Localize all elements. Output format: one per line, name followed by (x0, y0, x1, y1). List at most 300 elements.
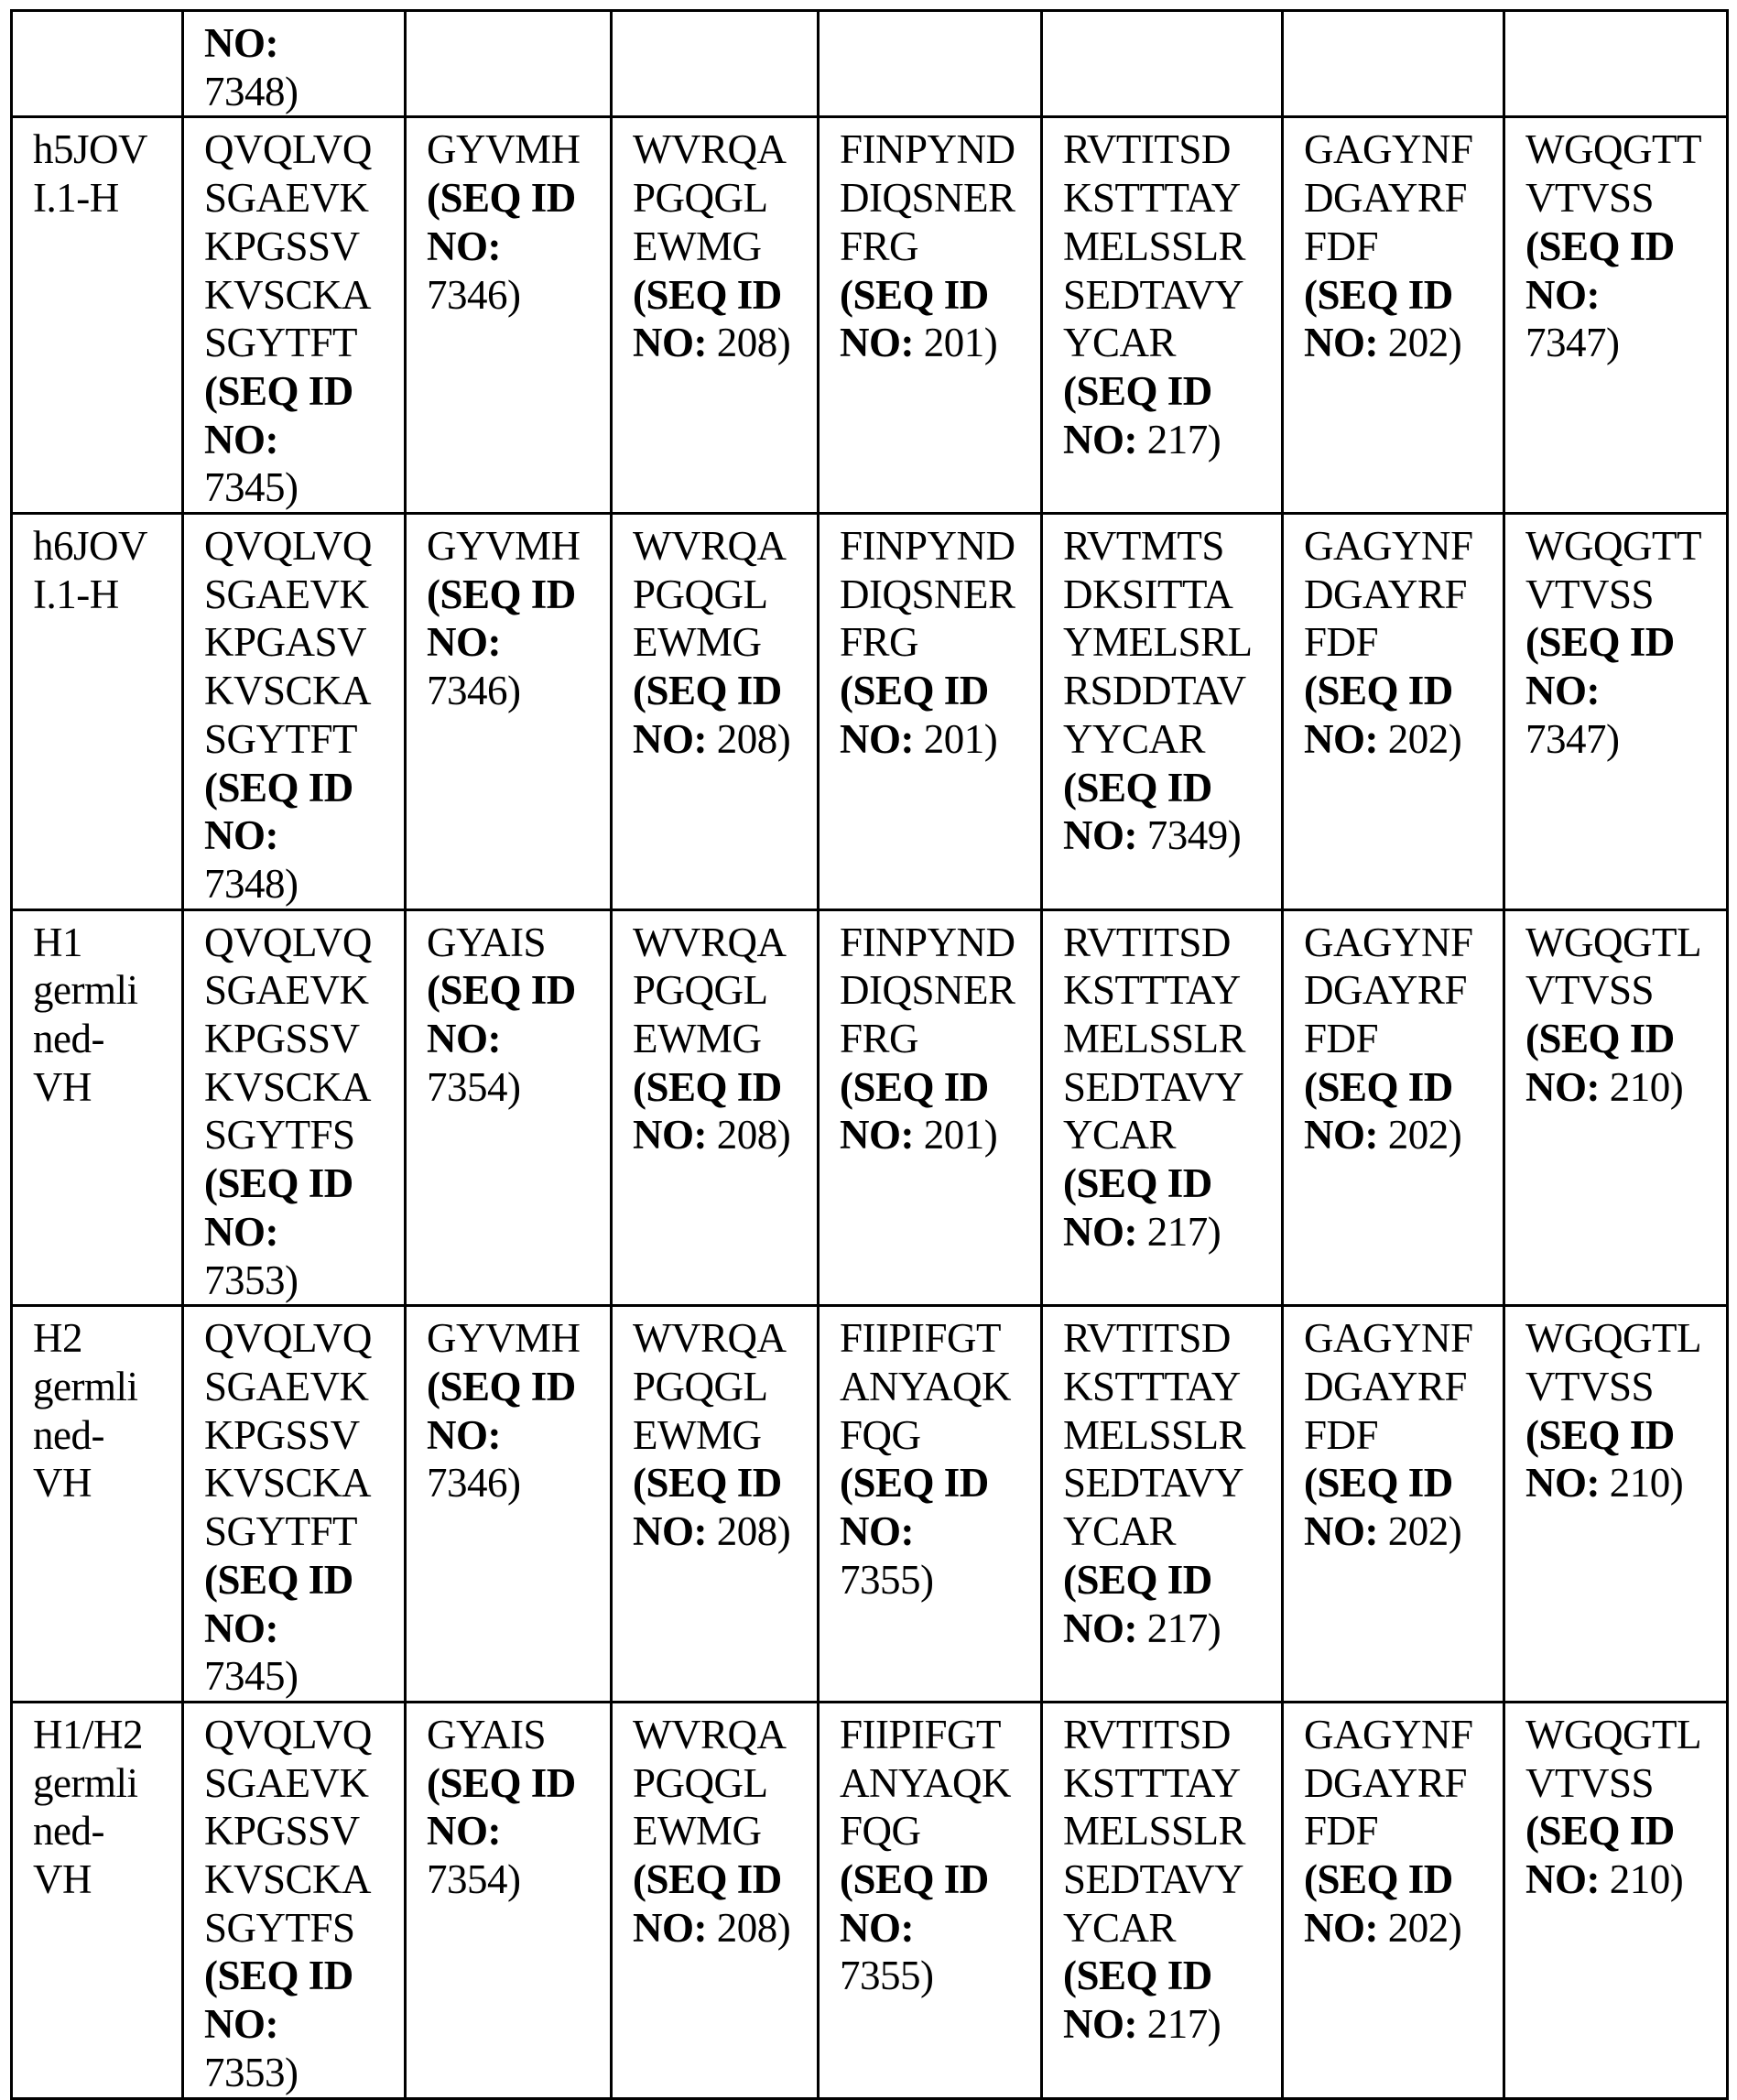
seq-id-number: 202 (1388, 1508, 1449, 1554)
seq-id-no: NO: (1304, 320, 1378, 365)
seq-id-label: (SEQ ID (1304, 668, 1453, 713)
seq-id-no-line: NO: 201) (840, 715, 1037, 764)
sequence-line: FINPYND (840, 919, 1037, 967)
seq-id-label: (SEQ ID (1063, 1953, 1212, 1998)
seq-id-number: 202 (1388, 1905, 1449, 1951)
sequence-line: KPGASV (204, 618, 400, 667)
seq-id-number: 202 (1388, 1112, 1449, 1158)
seq-id-open (840, 271, 1037, 320)
sequence-cell (406, 909, 612, 1306)
seq-id-no-line (204, 1208, 400, 1257)
sequence-cell (1283, 909, 1504, 1306)
seq-id-number-line: 7347) (1525, 319, 1722, 367)
seq-id-number: 7347 (1525, 320, 1606, 365)
seq-id-number-line: 7345) (204, 1652, 400, 1701)
sequence-line: YCAR (1063, 1111, 1277, 1159)
seq-id-no: NO: (204, 417, 278, 462)
seq-id-label: (SEQ ID (427, 1760, 576, 1806)
seq-id-no-line: NO: 217) (1063, 2000, 1277, 2049)
sequence-line: RVTITSD (1063, 919, 1277, 967)
seq-id-number-line: 7348) (204, 860, 400, 909)
table-row (12, 1702, 1728, 2098)
seq-id-no-line (427, 618, 606, 667)
seq-id-open (1304, 1855, 1499, 1904)
seq-id-no-line (204, 2000, 400, 2049)
seq-id-no-line: NO: 208) (633, 1507, 813, 1556)
sequence-line: GAGYNF (1304, 1314, 1499, 1363)
seq-id-number: 7353 (204, 2050, 285, 2095)
seq-id-no-line (204, 1605, 400, 1653)
seq-id-no-line (427, 1015, 606, 1063)
sequence-cell (1042, 117, 1283, 514)
seq-id-open (427, 966, 606, 1015)
sequence-line: WVRQA (633, 1314, 813, 1363)
sequence-line: YYCAR (1063, 715, 1277, 764)
seq-id-no-line (427, 1411, 606, 1460)
sequence-line: WVRQA (633, 125, 813, 174)
sequence-line: VTVSS (1525, 1363, 1722, 1411)
seq-id-no: NO: (1525, 668, 1600, 713)
sequence-line: GAGYNF (1304, 125, 1499, 174)
seq-id-number: 7348 (204, 69, 285, 114)
sequence-cell (612, 909, 819, 1306)
row-label-line: germli (33, 966, 178, 1015)
row-label-line: H1/H2 (33, 1711, 178, 1759)
sequence-line: QVQLVQ (204, 125, 400, 174)
seq-id-no-line: NO: 201) (840, 1111, 1037, 1159)
seq-id-label: (SEQ ID (1063, 1160, 1212, 1206)
sequence-line: YCAR (1063, 1507, 1277, 1556)
sequence-line: VTVSS (1525, 571, 1722, 619)
seq-id-no-line (1525, 271, 1722, 320)
row-label-line: VH (33, 1063, 178, 1112)
sequence-cell (612, 514, 819, 910)
seq-id-label: (SEQ ID (1525, 223, 1675, 269)
sequence-line: MELSSLR (1063, 1411, 1277, 1460)
sequence-line: QVQLVQ (204, 1711, 400, 1759)
seq-id-no: NO: (1063, 417, 1137, 462)
sequence-cell (406, 1702, 612, 2098)
sequence-cell (1042, 1702, 1283, 2098)
seq-id-no-line: NO: 217) (1063, 1605, 1277, 1653)
sequence-line: GAGYNF (1304, 1711, 1499, 1759)
sequence-line: DKSITTA (1063, 571, 1277, 619)
seq-id-no-line (427, 1807, 606, 1855)
sequence-cell (1283, 1702, 1504, 2098)
sequence-line: DGAYRF (1304, 966, 1499, 1015)
sequence-line: GAGYNF (1304, 522, 1499, 571)
seq-id-open (840, 1063, 1037, 1112)
seq-id-open (633, 1459, 813, 1507)
seq-id-no-line (840, 1904, 1037, 1953)
sequence-cell (819, 514, 1042, 910)
seq-id-open (204, 1556, 400, 1605)
seq-id-label: (SEQ ID (633, 272, 782, 318)
seq-id-open (427, 174, 606, 223)
sequence-line: DGAYRF (1304, 174, 1499, 223)
seq-id-open (204, 367, 400, 416)
seq-id-label: (SEQ ID (1304, 272, 1453, 318)
seq-id-number: 7354 (427, 1064, 507, 1110)
sequence-line: SGYTFT (204, 319, 400, 367)
sequence-line: KPGSSV (204, 1807, 400, 1855)
seq-id-label: (SEQ ID (633, 1856, 782, 1902)
table-row (12, 1306, 1728, 1703)
seq-id-open (1304, 1459, 1499, 1507)
seq-id-open (1525, 1807, 1722, 1855)
seq-id-label: (SEQ ID (427, 175, 576, 221)
seq-id-open (1304, 1063, 1499, 1112)
sequence-line: EWMG (633, 223, 813, 271)
row-label-line: I.1-H (33, 174, 178, 223)
seq-id-number-line: 7355) (840, 1952, 1037, 2000)
seq-id-no: NO: (1063, 2001, 1137, 2047)
sequence-line: WGQGTT (1525, 125, 1722, 174)
row-label-line: h6JOV (33, 522, 178, 571)
sequence-table (10, 9, 1729, 2100)
seq-id-no: NO: (427, 1016, 501, 1061)
seq-id-number: 7355 (840, 1953, 920, 1998)
seq-id-open (633, 271, 813, 320)
sequence-line: FIIPIFGT (840, 1314, 1037, 1363)
seq-id-number: 7345 (204, 1653, 285, 1699)
sequence-line: VTVSS (1525, 1759, 1722, 1808)
seq-id-open (204, 764, 400, 812)
seq-id-number: 7349 (1147, 812, 1228, 858)
row-label-cell (12, 11, 183, 117)
sequence-line: WGQGTL (1525, 1711, 1722, 1759)
seq-id-number: 217 (1147, 2001, 1208, 2047)
sequence-cell (612, 11, 819, 117)
sequence-cell (1283, 117, 1504, 514)
seq-id-number: 208 (717, 716, 777, 762)
row-label-line: H2 (33, 1314, 178, 1363)
seq-id-label: (SEQ ID (204, 765, 353, 811)
seq-id-no-line: NO: 217) (1063, 1208, 1277, 1257)
seq-id-no-line: NO: 202) (1304, 1507, 1499, 1556)
sequence-cell (1042, 514, 1283, 910)
seq-id-open (427, 1363, 606, 1411)
seq-id-no-line: NO: 210) (1525, 1855, 1722, 1904)
sequence-line: DIQSNER (840, 966, 1037, 1015)
seq-id-no: NO: (633, 1112, 707, 1158)
seq-id-open (1063, 367, 1277, 416)
sequence-line: FQG (840, 1411, 1037, 1460)
sequence-line: KSTTTAY (1063, 966, 1277, 1015)
sequence-line: SGAEVK (204, 571, 400, 619)
sequence-cell (1042, 1306, 1283, 1703)
sequence-line: SGYTFS (204, 1111, 400, 1159)
row-label-cell (12, 909, 183, 1306)
seq-id-no: NO: (427, 1808, 501, 1854)
row-label-cell (12, 1306, 183, 1703)
sequence-line: SGYTFS (204, 1904, 400, 1953)
sequence-line: RVTITSD (1063, 1711, 1277, 1759)
sequence-cell (1504, 514, 1728, 910)
sequence-line: DGAYRF (1304, 571, 1499, 619)
sequence-cell (612, 1702, 819, 2098)
sequence-line: FIIPIFGT (840, 1711, 1037, 1759)
sequence-cell (612, 1306, 819, 1703)
seq-id-no: NO: (1063, 1605, 1137, 1651)
sequence-line: MELSSLR (1063, 223, 1277, 271)
seq-id-open (1525, 1015, 1722, 1063)
sequence-cell (1042, 11, 1283, 117)
sequence-line: WGQGTL (1525, 919, 1722, 967)
seq-id-number-line: 7354) (427, 1855, 606, 1904)
seq-id-no: NO: (1525, 1856, 1600, 1902)
sequence-line: SEDTAVY (1063, 1063, 1277, 1112)
seq-id-open (633, 1063, 813, 1112)
seq-id-number: 217 (1147, 417, 1208, 462)
seq-id-number: 201 (924, 716, 984, 762)
seq-id-no-line: NO: 202) (1304, 1904, 1499, 1953)
seq-id-no-line (840, 1507, 1037, 1556)
sequence-line: MELSSLR (1063, 1015, 1277, 1063)
table-row (12, 909, 1728, 1306)
sequence-cell (819, 11, 1042, 117)
sequence-line: KPGSSV (204, 1411, 400, 1460)
sequence-line: PGQGL (633, 174, 813, 223)
sequence-line: FDF (1304, 223, 1499, 271)
seq-id-label: (SEQ ID (1063, 765, 1212, 811)
seq-id-number: 7353 (204, 1257, 285, 1303)
sequence-line: FINPYND (840, 522, 1037, 571)
seq-id-no: NO: (204, 20, 278, 66)
seq-id-label: (SEQ ID (1525, 1412, 1675, 1458)
sequence-cell (1283, 1306, 1504, 1703)
sequence-cell (183, 1702, 406, 2098)
seq-id-number: 7345 (204, 464, 285, 510)
seq-id-number-line: 7354) (427, 1063, 606, 1112)
seq-id-label: (SEQ ID (1063, 1557, 1212, 1603)
seq-id-label: (SEQ ID (427, 967, 576, 1013)
sequence-cell (1504, 909, 1728, 1306)
seq-id-label: (SEQ ID (204, 1160, 353, 1206)
seq-id-no-line: NO: 210) (1525, 1063, 1722, 1112)
seq-id-open (204, 1159, 400, 1208)
sequence-line: WVRQA (633, 522, 813, 571)
sequence-line: SGAEVK (204, 174, 400, 223)
sequence-line: KSTTTAY (1063, 1759, 1277, 1808)
sequence-cell (1504, 117, 1728, 514)
sequence-line: FDF (1304, 1807, 1499, 1855)
sequence-line: VTVSS (1525, 966, 1722, 1015)
sequence-line: DGAYRF (1304, 1363, 1499, 1411)
sequence-cell (183, 909, 406, 1306)
sequence-line: WGQGTL (1525, 1314, 1722, 1363)
seq-id-no: NO: (204, 1605, 278, 1651)
sequence-line: EWMG (633, 1807, 813, 1855)
seq-id-open (427, 571, 606, 619)
sequence-line: YMELSRL (1063, 618, 1277, 667)
seq-id-label: (SEQ ID (427, 1364, 576, 1409)
seq-id-number: 7348 (204, 861, 285, 907)
seq-id-no: NO: (204, 812, 278, 858)
seq-id-number-line: 7346) (427, 271, 606, 320)
seq-id-no: NO: (1304, 716, 1378, 762)
sequence-cell (819, 1306, 1042, 1703)
seq-id-no-line: NO: 208) (633, 715, 813, 764)
seq-id-open (1063, 1159, 1277, 1208)
seq-id-label: (SEQ ID (840, 1460, 989, 1506)
sequence-line: RSDDTAV (1063, 667, 1277, 715)
sequence-cell (183, 514, 406, 910)
seq-id-number-line: 7346) (427, 1459, 606, 1507)
seq-id-number-line: 7353) (204, 2049, 400, 2097)
sequence-line: PGQGL (633, 966, 813, 1015)
seq-id-no: NO: (204, 1209, 278, 1255)
seq-id-number: 201 (924, 1112, 984, 1158)
row-label-cell (12, 1702, 183, 2098)
seq-id-label: (SEQ ID (204, 368, 353, 414)
seq-id-no: NO: (1063, 1209, 1137, 1255)
sequence-cell (819, 1702, 1042, 2098)
sequence-line: KVSCKA (204, 1855, 400, 1904)
seq-id-label: (SEQ ID (204, 1953, 353, 1998)
row-label-cell (12, 514, 183, 910)
seq-id-number: 7346 (427, 1460, 507, 1506)
seq-id-no: NO: (840, 1112, 914, 1158)
sequence-line: GYAIS (427, 1711, 606, 1759)
seq-id-no-line: NO: 202) (1304, 1111, 1499, 1159)
seq-id-no: NO: (427, 619, 501, 665)
sequence-line: FQG (840, 1807, 1037, 1855)
seq-id-no: NO: (633, 1905, 707, 1951)
seq-id-open (1304, 667, 1499, 715)
seq-id-no-line: NO: 208) (633, 319, 813, 367)
sequence-cell (1042, 909, 1283, 1306)
sequence-line: FRG (840, 1015, 1037, 1063)
sequence-line: SGAEVK (204, 1363, 400, 1411)
seq-id-no: NO: (840, 320, 914, 365)
sequence-line: GYVMH (427, 522, 606, 571)
seq-id-no-line (204, 811, 400, 860)
seq-id-no-line: NO: 202) (1304, 319, 1499, 367)
row-label-line: germli (33, 1363, 178, 1411)
sequence-line: FRG (840, 223, 1037, 271)
seq-id-open (1525, 618, 1722, 667)
sequence-line: EWMG (633, 618, 813, 667)
seq-id-number: 201 (924, 320, 984, 365)
sequence-line: PGQGL (633, 571, 813, 619)
sequence-line: GYVMH (427, 125, 606, 174)
seq-id-number: 208 (717, 1905, 777, 1951)
seq-id-open (840, 1855, 1037, 1904)
sequence-line: ANYAQK (840, 1363, 1037, 1411)
sequence-line: FINPYND (840, 125, 1037, 174)
sequence-line: FDF (1304, 1411, 1499, 1460)
seq-id-open (1063, 764, 1277, 812)
sequence-line: FDF (1304, 618, 1499, 667)
sequence-line: SGAEVK (204, 966, 400, 1015)
table-row (12, 11, 1728, 117)
sequence-line: SGYTFT (204, 1507, 400, 1556)
sequence-cell (819, 117, 1042, 514)
seq-id-label: (SEQ ID (840, 272, 989, 318)
seq-id-label: (SEQ ID (1304, 1064, 1453, 1110)
row-label-line: H1 (33, 919, 178, 967)
seq-id-number: 7346 (427, 272, 507, 318)
seq-id-number: 208 (717, 1508, 777, 1554)
seq-id-label: (SEQ ID (204, 1557, 353, 1603)
seq-id-label: (SEQ ID (427, 571, 576, 617)
seq-id-no-line: NO: 202) (1304, 715, 1499, 764)
seq-id-number: 202 (1388, 320, 1449, 365)
seq-id-no: NO: (1525, 1460, 1600, 1506)
seq-id-no-line (204, 416, 400, 464)
sequence-line: DIQSNER (840, 174, 1037, 223)
sequence-line: DIQSNER (840, 571, 1037, 619)
seq-id-label: (SEQ ID (1525, 619, 1675, 665)
seq-id-open (633, 667, 813, 715)
row-label-line: germli (33, 1759, 178, 1808)
seq-id-open (427, 1759, 606, 1808)
seq-id-label: (SEQ ID (633, 1460, 782, 1506)
sequence-line: ANYAQK (840, 1759, 1037, 1808)
sequence-cell (819, 909, 1042, 1306)
sequence-line: RVTITSD (1063, 125, 1277, 174)
row-label-line: VH (33, 1855, 178, 1904)
seq-id-label: (SEQ ID (1304, 1460, 1453, 1506)
row-label-line: ned- (33, 1411, 178, 1460)
seq-id-label: (SEQ ID (633, 1064, 782, 1110)
seq-id-no-line: NO: 210) (1525, 1459, 1722, 1507)
sequence-cell (183, 11, 406, 117)
sequence-line: GYVMH (427, 1314, 606, 1363)
row-label-line: h5JOV (33, 125, 178, 174)
sequence-line: KPGSSV (204, 1015, 400, 1063)
seq-id-label: (SEQ ID (840, 668, 989, 713)
seq-id-number-line: 7345) (204, 463, 400, 512)
sequence-line: FRG (840, 618, 1037, 667)
sequence-line: SEDTAVY (1063, 271, 1277, 320)
seq-id-no-line: NO: 217) (1063, 416, 1277, 464)
seq-id-no: NO: (204, 2001, 278, 2047)
seq-id-no: NO: (1063, 812, 1137, 858)
sequence-line: WVRQA (633, 919, 813, 967)
seq-id-open (204, 1952, 400, 2000)
seq-id-no: NO: (1304, 1112, 1378, 1158)
seq-id-number-line: 7355) (840, 1556, 1037, 1605)
table-row (12, 514, 1728, 910)
sequence-line: WVRQA (633, 1711, 813, 1759)
seq-id-number: 208 (717, 1112, 777, 1158)
seq-id-number-line: 7353) (204, 1257, 400, 1305)
seq-id-label: (SEQ ID (1525, 1808, 1675, 1854)
sequence-line: KVSCKA (204, 1063, 400, 1112)
seq-id-no-line: NO: 7349) (1063, 811, 1277, 860)
sequence-line: EWMG (633, 1015, 813, 1063)
row-label-line: VH (33, 1459, 178, 1507)
seq-id-open (1063, 1556, 1277, 1605)
sequence-line: GAGYNF (1304, 919, 1499, 967)
seq-id-no: NO: (427, 1412, 501, 1458)
sequence-cell (406, 117, 612, 514)
seq-id-number-line: 7348) (204, 68, 400, 116)
seq-id-open (840, 1459, 1037, 1507)
seq-id-number-line: 7347) (1525, 715, 1722, 764)
sequence-cell (1283, 11, 1504, 117)
seq-id-label: (SEQ ID (840, 1064, 989, 1110)
table-row (12, 117, 1728, 514)
seq-id-number: 7355 (840, 1557, 920, 1603)
seq-id-open (840, 667, 1037, 715)
sequence-line: PGQGL (633, 1759, 813, 1808)
row-label-line: ned- (33, 1807, 178, 1855)
sequence-line: KVSCKA (204, 271, 400, 320)
row-label-line: I.1-H (33, 571, 178, 619)
